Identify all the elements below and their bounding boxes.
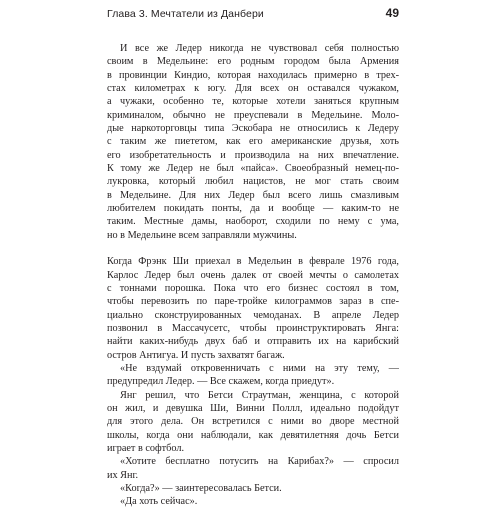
text-line: «Не вздумай откровенничать с ними на эту тему, — <box>120 362 399 374</box>
text-line: школы, когда они наблюдали, как девятилетняя дочь Бетси <box>107 429 399 441</box>
text-line: криминалом, обычно не преуспевали в Медельине. Моло- <box>107 109 399 121</box>
text-line: Когда Фрэнк Ши приехал в Медельин в феврале 1976 года, <box>107 256 399 268</box>
text-line: его изобретательность и производила на них впечатление. <box>107 149 399 161</box>
text-line: позвонил в Массачусетс, чтобы проинструктировать Янга: <box>107 322 399 334</box>
text-line: в Медельине. Для них Ледер был всего лишь смазливым <box>107 189 399 201</box>
text-line: «Хотите бесплатно потусить на Карибах?» — спросил <box>120 456 399 468</box>
text-line: таким. Местные дамы, наоборот, сходили по нему с ума, <box>107 216 399 228</box>
text-line: И все же Ледер никогда не чувствовал себя полностью <box>120 43 399 54</box>
text-line: любителем покидать понты, да и вообще — каким-то не <box>107 203 399 215</box>
text-line: с тоннами порошка. Пока что его бизнес состоял в том, <box>107 282 399 294</box>
text-line: «Да хоть сейчас». <box>120 496 198 508</box>
text-line: их Янг. <box>107 469 139 481</box>
running-head: Глава 3. Мечтатели из Данбери <box>107 8 264 20</box>
paragraph <box>107 255 399 509</box>
text-line: он жил, и девушка Ши, Винни Поллл, идеально подойдут <box>107 402 399 414</box>
text-line: Карлос Ледер был очень далек от своей мечты о самолетах <box>107 269 399 281</box>
text-line: играет в софтбол. <box>107 442 185 454</box>
page-header <box>107 6 399 28</box>
text-line: с таким же пиететом, как его американские друзья, хоть <box>107 136 399 148</box>
text-line: но в Медельине всем заправляли мужчины. <box>107 229 297 241</box>
text-line: остров Антигуа. И пусть захватят багаж. <box>107 349 285 361</box>
text-line: в провинции Киндио, которая находилась примерно в трех- <box>107 69 399 81</box>
text-line: чтобы перевозить по паре-тройке килограммов зараз в спе- <box>107 296 399 308</box>
text-line: для этого дела. Он встретился с ними во дворе местной <box>107 416 399 428</box>
text-line: К тому же Ледер не был «пайса». Своеобразный немец-по- <box>107 163 399 175</box>
text-line: своим в Медельине: его родным городом была Армения <box>107 56 399 68</box>
text-line: дые наркоторговцы типа Эскобара не относились к Ледеру <box>107 123 399 135</box>
text-line: а чужаки, особенно те, которые хотели заняться крупным <box>107 96 399 108</box>
paragraph <box>107 42 399 242</box>
text-line: найти каких-нибудь двух баб и отправить их на карибский <box>107 336 399 348</box>
body-text <box>107 42 399 509</box>
text-line: циально сконструированных чемоданах. В апреле Ледер <box>107 309 399 321</box>
page-number: 49 <box>385 6 399 20</box>
paragraph-gap <box>107 242 399 255</box>
text-line: предупредил Ледер. — Все скажем, когда приедут». <box>107 376 335 388</box>
text-line: лукровка, который любил нацистов, не мог стать своим <box>107 176 399 188</box>
text-line: Янг решил, что Бетси Страутман, женщина, с которой <box>120 389 399 401</box>
text-line: «Когда?» — заинтересовалась Бетси. <box>120 483 282 494</box>
text-line: стах километрах к югу. Для всех он оставался чужаком, <box>107 83 399 95</box>
